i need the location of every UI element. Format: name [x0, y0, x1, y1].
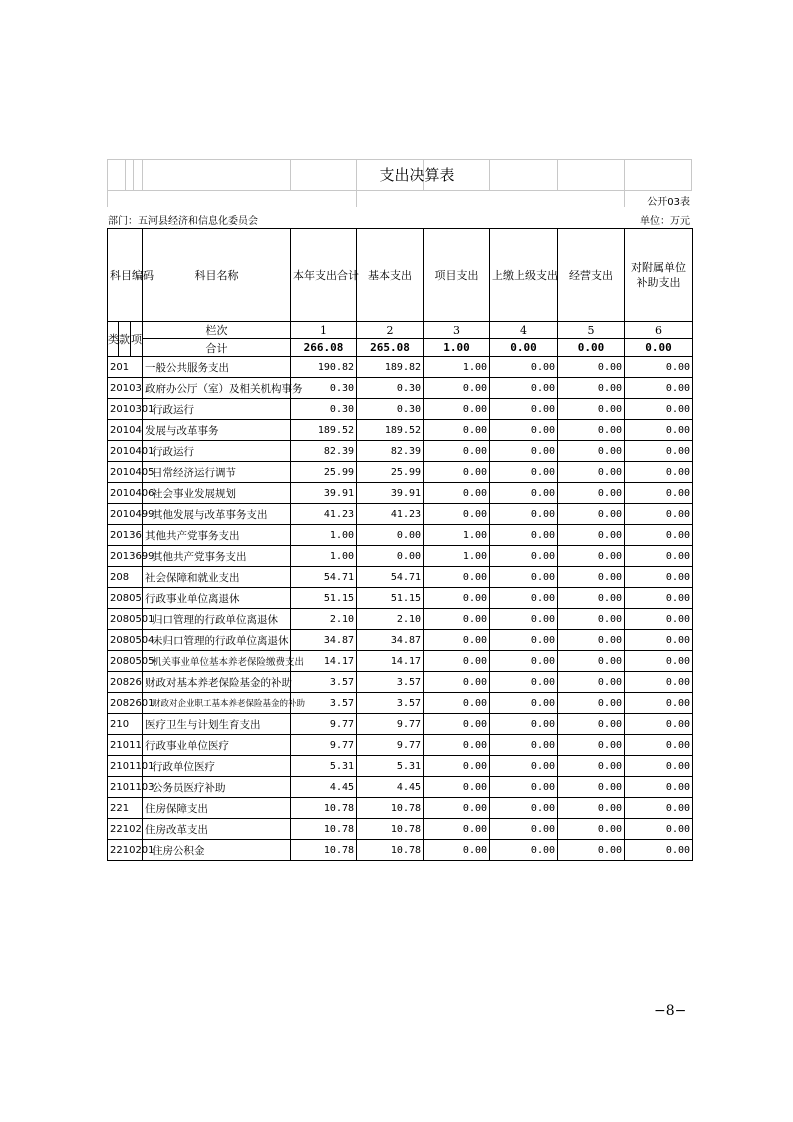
total-row: [108, 339, 693, 357]
row-value: 0.00: [490, 525, 558, 546]
col-number: 5: [558, 322, 625, 339]
row-value: 10.78: [291, 840, 357, 861]
row-value: 0.00: [625, 756, 693, 777]
total-value: 1.00: [424, 339, 490, 357]
table-row: [108, 420, 693, 441]
header-row: [108, 229, 693, 322]
row-code: 2210201: [108, 840, 143, 861]
page-number: −8−: [654, 1003, 687, 1019]
row-value: 0.00: [625, 588, 693, 609]
row-value: 0.00: [490, 546, 558, 567]
table-row: [108, 441, 693, 462]
header-basic: 基本支出: [357, 229, 424, 322]
row-name: 医疗卫生与计划生育支出: [143, 714, 291, 735]
row-name: 归口管理的行政单位离退休: [143, 609, 291, 630]
row-value: 82.39: [291, 441, 357, 462]
table-row: [108, 672, 693, 693]
row-value: 0.00: [558, 378, 625, 399]
row-value: 0.30: [357, 378, 424, 399]
row-value: 190.82: [291, 357, 357, 378]
table-row: [108, 819, 693, 840]
data-rows: [108, 357, 693, 861]
row-value: 0.30: [291, 399, 357, 420]
row-code: 20103: [108, 378, 143, 399]
row-name: 住房公积金: [143, 840, 291, 861]
row-code: 2010405: [108, 462, 143, 483]
row-value: 3.57: [357, 672, 424, 693]
row-value: 0.00: [625, 693, 693, 714]
row-code: 2082601: [108, 693, 143, 714]
unit-label: 单位：万元: [640, 216, 690, 227]
row-value: 0.00: [558, 441, 625, 462]
row-code: 2010499: [108, 504, 143, 525]
row-value: 0.00: [424, 567, 490, 588]
row-code: 201: [108, 357, 143, 378]
row-value: 82.39: [357, 441, 424, 462]
row-code: 2101103: [108, 777, 143, 798]
table-row: [108, 798, 693, 819]
row-value: 0.00: [558, 420, 625, 441]
row-value: 0.00: [625, 735, 693, 756]
header-lanci: 栏次: [143, 322, 291, 339]
col-number: 6: [625, 322, 693, 339]
row-value: 1.00: [291, 525, 357, 546]
row-value: 0.00: [490, 840, 558, 861]
row-value: 0.00: [357, 525, 424, 546]
expenditure-table: [107, 228, 693, 861]
row-name: 行政运行: [143, 441, 291, 462]
row-value: 189.52: [357, 420, 424, 441]
row-value: 1.00: [424, 357, 490, 378]
row-name: 财政对企业职工基本养老保险基金的补助: [143, 693, 291, 714]
column-number-row: [108, 322, 693, 339]
row-value: 0.00: [558, 714, 625, 735]
row-value: 0.00: [625, 399, 693, 420]
row-value: 0.00: [625, 546, 693, 567]
row-value: 1.00: [424, 546, 490, 567]
row-value: 189.52: [291, 420, 357, 441]
row-value: 0.00: [625, 378, 693, 399]
row-value: 0.00: [558, 651, 625, 672]
row-value: 9.77: [291, 735, 357, 756]
row-value: 0.00: [625, 714, 693, 735]
col-number: 3: [424, 322, 490, 339]
table-row: [108, 462, 693, 483]
row-code: 208: [108, 567, 143, 588]
row-value: 0.00: [424, 693, 490, 714]
row-value: 0.00: [424, 441, 490, 462]
row-code: 2080504: [108, 630, 143, 651]
row-value: 0.00: [558, 735, 625, 756]
row-value: 189.82: [357, 357, 424, 378]
col-number: 4: [490, 322, 558, 339]
row-value: 34.87: [291, 630, 357, 651]
row-value: 0.00: [625, 420, 693, 441]
row-value: 9.77: [357, 714, 424, 735]
row-code: 221: [108, 798, 143, 819]
total-value: 0.00: [558, 339, 625, 357]
row-value: 0.00: [558, 546, 625, 567]
row-value: 0.00: [424, 714, 490, 735]
row-name: 公务员医疗补助: [143, 777, 291, 798]
row-value: 34.87: [357, 630, 424, 651]
row-code: 2013699: [108, 546, 143, 567]
form-number: 公开03表: [647, 197, 690, 208]
row-value: 0.00: [490, 378, 558, 399]
row-value: 25.99: [291, 462, 357, 483]
row-value: 0.00: [625, 651, 693, 672]
row-name: 社会事业发展规划: [143, 483, 291, 504]
row-code: 2080501: [108, 609, 143, 630]
row-name: 行政运行: [143, 399, 291, 420]
row-value: 0.00: [558, 777, 625, 798]
header-subsidy: 对附属单位补助支出: [625, 229, 693, 322]
table-row: [108, 693, 693, 714]
row-value: 3.57: [357, 693, 424, 714]
row-value: 0.00: [625, 462, 693, 483]
row-name: 住房改革支出: [143, 819, 291, 840]
row-value: 0.00: [424, 504, 490, 525]
table-row: [108, 840, 693, 861]
row-value: 0.00: [424, 840, 490, 861]
header-xiang: 项: [131, 322, 143, 357]
row-value: 0.00: [625, 504, 693, 525]
header-name: 科目名称: [143, 229, 291, 322]
row-value: 0.00: [625, 567, 693, 588]
row-value: 0.00: [558, 525, 625, 546]
row-value: 0.00: [490, 819, 558, 840]
row-value: 0.00: [424, 777, 490, 798]
row-value: 0.00: [490, 567, 558, 588]
row-value: 0.00: [625, 441, 693, 462]
row-value: 0.00: [625, 525, 693, 546]
row-value: 0.30: [357, 399, 424, 420]
row-value: 0.00: [490, 756, 558, 777]
table-row: [108, 588, 693, 609]
row-value: 0.00: [558, 693, 625, 714]
row-value: 0.00: [490, 420, 558, 441]
table-row: [108, 756, 693, 777]
table-row: [108, 714, 693, 735]
table-row: [108, 483, 693, 504]
row-code: 2010401: [108, 441, 143, 462]
row-value: 2.10: [357, 609, 424, 630]
row-code: 2080505: [108, 651, 143, 672]
row-value: 0.00: [490, 462, 558, 483]
row-value: 9.77: [357, 735, 424, 756]
row-name: 一般公共服务支出: [143, 357, 291, 378]
row-value: 4.45: [291, 777, 357, 798]
table-row: [108, 399, 693, 420]
row-name: 其他发展与改革事务支出: [143, 504, 291, 525]
row-value: 14.17: [357, 651, 424, 672]
row-value: 0.00: [424, 756, 490, 777]
table-row: [108, 651, 693, 672]
row-code: 20805: [108, 588, 143, 609]
title-row: [107, 159, 692, 191]
table-row: [108, 525, 693, 546]
row-code: 21011: [108, 735, 143, 756]
row-value: 9.77: [291, 714, 357, 735]
row-value: 0.00: [558, 462, 625, 483]
row-value: 0.00: [424, 462, 490, 483]
department-row: [107, 209, 692, 226]
row-value: 54.71: [357, 567, 424, 588]
total-value: 266.08: [291, 339, 357, 357]
row-value: 1.00: [291, 546, 357, 567]
row-name: 住房保障支出: [143, 798, 291, 819]
row-value: 0.00: [490, 504, 558, 525]
row-value: 0.00: [625, 357, 693, 378]
row-value: 4.45: [357, 777, 424, 798]
row-value: 0.00: [558, 483, 625, 504]
row-code: 2010301: [108, 399, 143, 420]
table-row: [108, 735, 693, 756]
row-value: 0.00: [558, 798, 625, 819]
row-code: 2101101: [108, 756, 143, 777]
row-value: 54.71: [291, 567, 357, 588]
table-row: [108, 378, 693, 399]
row-value: 0.30: [291, 378, 357, 399]
row-code: 20826: [108, 672, 143, 693]
row-code: 210: [108, 714, 143, 735]
row-value: 5.31: [291, 756, 357, 777]
row-value: 0.00: [625, 819, 693, 840]
row-value: 0.00: [424, 819, 490, 840]
row-value: 41.23: [291, 504, 357, 525]
row-value: 10.78: [291, 798, 357, 819]
row-value: 2.10: [291, 609, 357, 630]
table-row: [108, 546, 693, 567]
row-code: 20136: [108, 525, 143, 546]
row-value: 3.57: [291, 693, 357, 714]
row-value: 0.00: [490, 588, 558, 609]
header-project: 项目支出: [424, 229, 490, 322]
row-value: 5.31: [357, 756, 424, 777]
row-value: 0.00: [558, 630, 625, 651]
row-value: 0.00: [558, 399, 625, 420]
row-value: 0.00: [558, 756, 625, 777]
row-value: 0.00: [424, 588, 490, 609]
row-name: 其他共产党事务支出: [143, 525, 291, 546]
row-value: 0.00: [490, 357, 558, 378]
row-value: 0.00: [424, 609, 490, 630]
row-value: 51.15: [291, 588, 357, 609]
row-value: 10.78: [291, 819, 357, 840]
row-value: 0.00: [558, 588, 625, 609]
row-value: 0.00: [625, 630, 693, 651]
row-value: 1.00: [424, 525, 490, 546]
row-name: 行政事业单位医疗: [143, 735, 291, 756]
row-value: 25.99: [357, 462, 424, 483]
row-name: 其他共产党事务支出: [143, 546, 291, 567]
row-value: 0.00: [357, 546, 424, 567]
row-value: 0.00: [625, 840, 693, 861]
total-value: 0.00: [490, 339, 558, 357]
row-value: 41.23: [357, 504, 424, 525]
row-value: 0.00: [558, 672, 625, 693]
table-row: [108, 567, 693, 588]
row-value: 0.00: [424, 672, 490, 693]
row-value: 0.00: [625, 777, 693, 798]
row-value: 0.00: [424, 735, 490, 756]
row-value: 0.00: [424, 651, 490, 672]
row-name: 社会保障和就业支出: [143, 567, 291, 588]
row-value: 0.00: [490, 798, 558, 819]
row-value: 0.00: [490, 693, 558, 714]
col-number: 1: [291, 322, 357, 339]
row-value: 0.00: [424, 630, 490, 651]
header-upper: 上缴上级支出: [490, 229, 558, 322]
row-code: 22102: [108, 819, 143, 840]
table-row: [108, 777, 693, 798]
row-value: 0.00: [625, 798, 693, 819]
total-value: 0.00: [625, 339, 693, 357]
row-name: 发展与改革事务: [143, 420, 291, 441]
row-value: 0.00: [490, 777, 558, 798]
row-value: 0.00: [558, 567, 625, 588]
table-row: [108, 609, 693, 630]
row-value: 39.91: [357, 483, 424, 504]
row-value: 0.00: [490, 672, 558, 693]
row-value: 3.57: [291, 672, 357, 693]
row-name: 机关事业单位基本养老保险缴费支出: [143, 651, 291, 672]
row-value: 0.00: [424, 798, 490, 819]
row-code: 20104: [108, 420, 143, 441]
form-number-row: [107, 190, 692, 207]
row-code: 2010406: [108, 483, 143, 504]
row-value: 0.00: [490, 651, 558, 672]
row-value: 0.00: [490, 483, 558, 504]
row-value: 0.00: [490, 609, 558, 630]
row-value: 0.00: [490, 735, 558, 756]
row-value: 0.00: [424, 420, 490, 441]
table-row: [108, 630, 693, 651]
row-value: 0.00: [625, 609, 693, 630]
row-value: 10.78: [357, 819, 424, 840]
row-value: 14.17: [291, 651, 357, 672]
row-name: 财政对基本养老保险基金的补助: [143, 672, 291, 693]
row-value: 51.15: [357, 588, 424, 609]
row-value: 0.00: [558, 819, 625, 840]
row-value: 0.00: [490, 441, 558, 462]
table-row: [108, 357, 693, 378]
row-name: 日常经济运行调节: [143, 462, 291, 483]
row-value: 0.00: [558, 840, 625, 861]
page-title: 支出决算表: [379, 166, 455, 184]
department-label: 部门：五河县经济和信息化委员会: [108, 216, 258, 227]
row-value: 0.00: [490, 630, 558, 651]
row-name: 行政事业单位离退休: [143, 588, 291, 609]
row-value: 0.00: [558, 504, 625, 525]
table-row: [108, 504, 693, 525]
header-heji: 合计: [143, 339, 291, 357]
header-total: 本年支出合计: [291, 229, 357, 322]
row-value: 0.00: [424, 483, 490, 504]
total-value: 265.08: [357, 339, 424, 357]
row-value: 0.00: [424, 399, 490, 420]
row-value: 0.00: [424, 378, 490, 399]
row-name: 行政单位医疗: [143, 756, 291, 777]
row-name: 未归口管理的行政单位离退休: [143, 630, 291, 651]
row-value: 39.91: [291, 483, 357, 504]
header-lei: 类: [108, 322, 119, 357]
row-value: 10.78: [357, 798, 424, 819]
header-operation: 经营支出: [558, 229, 625, 322]
row-name: 政府办公厅（室）及相关机构事务: [143, 378, 291, 399]
row-value: 0.00: [625, 672, 693, 693]
header-code: 科目编码: [108, 229, 143, 322]
row-value: 10.78: [357, 840, 424, 861]
row-value: 0.00: [558, 609, 625, 630]
col-number: 2: [357, 322, 424, 339]
row-value: 0.00: [490, 714, 558, 735]
row-value: 0.00: [625, 483, 693, 504]
row-value: 0.00: [558, 357, 625, 378]
header-kuan: 款: [119, 322, 131, 357]
row-value: 0.00: [490, 399, 558, 420]
